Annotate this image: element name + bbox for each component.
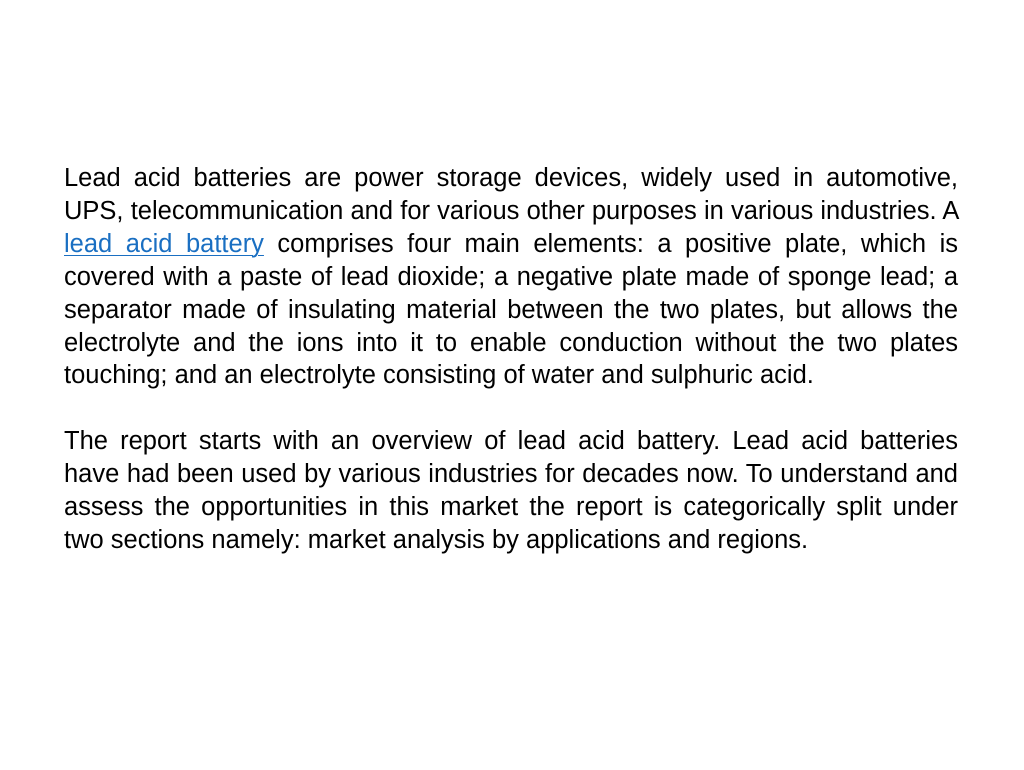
slide-body xyxy=(64,162,958,557)
paragraph-intro-text-end: comprises four main elements: a positive plate, which is covered with a paste of lead dioxide; a negative plate made of sponge lead; a separator made of insulating material between the two plates, but allows the electrolyte and the ions into it to enable conduction without the two plates touching; and an electrolyte consisting of water and sulphuric acid. xyxy=(64,229,958,390)
lead-acid-battery-link[interactable]: lead acid battery xyxy=(64,229,264,258)
paragraph-intro xyxy=(64,162,958,392)
paragraph-intro-text-start: Lead acid batteries are power storage devices, widely used in automotive, UPS, telecommunication and for various other purposes in various industries. A xyxy=(64,164,958,225)
paragraph-report-overview: The report starts with an overview of lead acid battery. Lead acid batteries have had been used by various industries for decades now. To understand and assess the opportunities in this market the report is categorically split under two sections namely: market analysis by applications and regions. xyxy=(64,427,958,554)
